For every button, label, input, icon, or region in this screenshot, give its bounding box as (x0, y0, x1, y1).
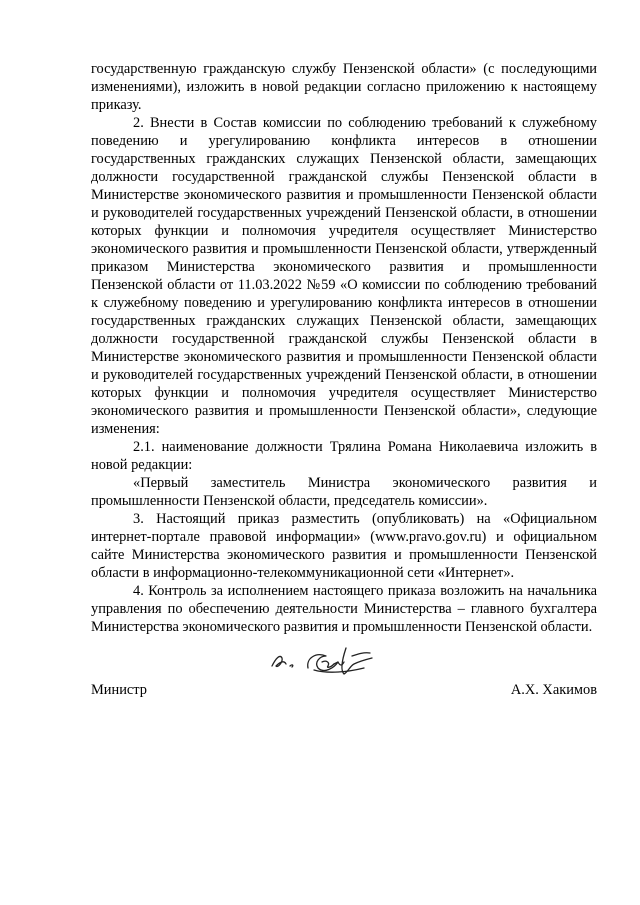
document-body (91, 60, 597, 636)
paragraph-3: 3. Настоящий приказ разместить (опубликовать) на «Официальном интернет-портале правовой информации» (www.pravo.gov.ru) и официальном сайте Министерства экономического развития и промышленности Пензенской области в информационно-телекоммуникационной сети «Интернет». (91, 511, 597, 581)
handwritten-signature (268, 644, 388, 680)
paragraph-2-1: 2.1. наименование должности Трялина Романа Николаевича изложить в новой редакции: (91, 439, 597, 473)
paragraph-1-continuation: государственную гражданскую службу Пензенской области» (с последующими изменениями), изложить в новой редакции согласно приложению к настоящему приказу. (91, 61, 597, 113)
signer-role: Министр (91, 682, 147, 698)
paragraph-4: 4. Контроль за исполнением настоящего приказа возложить на начальника управления по обеспечению деятельности Министерства – главного бухгалтера Министерства экономического развития и промышленности Пензенской области. (91, 583, 597, 635)
signer-name: А.Х. Хакимов (510, 682, 597, 698)
paragraph-2: 2. Внести в Состав комиссии по соблюдению требований к служебному поведению и урегулированию конфликта интересов в отношении государственных гражданских служащих Пензенской области, замещающих должности государственной гражданской службы Пензенской области в Министерстве экономического развития и промышленности Пензенской области и руководителей государственных учреждений Пензенской области, в отношении которых функции и полномочия учредителя осуществляет Министерство экономического развития и промышленности Пензенской области, утвержденный приказом Министерства экономического развития и промышленности Пензенской области от 11.03.2022 №59 «О комиссии по соблюдению требований к служебному поведению и урегулированию конфликта интересов в отношении государственных гражданских служащих Пензенской области, замещающих должности государственной гражданской службы Пензенской области в Министерстве экономического развития и промышленности Пензенской области и руководителей государственных учреждений Пензенской области, в отношении которых функции и полномочия учредителя осуществляет Министерство экономического развития и промышленности Пензенской области», следующие изменения: (91, 115, 597, 437)
signature-graphic (268, 644, 388, 680)
paragraph-2-1-quote: «Первый заместитель Министра экономического развития и промышленности Пензенской области, председатель комиссии». (91, 475, 597, 509)
